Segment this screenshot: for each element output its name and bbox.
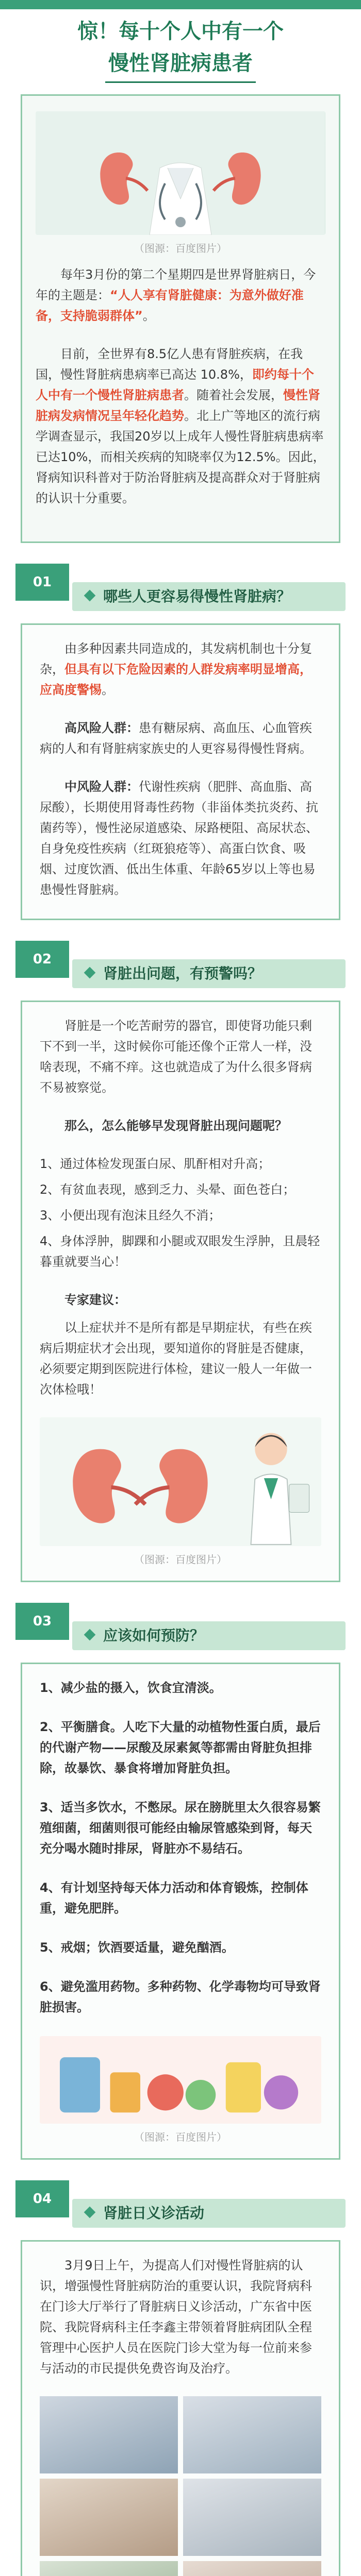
high-risk-paragraph: 高风险人群：患有糖尿病、高血压、心血管疾病的人和有肾脏病家族史的人更容易得慢性肾病。 [40,721,312,756]
event-photo [183,2479,321,2556]
risk-intro-paragraph: 由多种因素共同造成的，其发病机制也十分复杂，但具有以下危险因素的人群发病率明显增高，应高度警惕。 [40,641,312,697]
section-4-header [15,2191,346,2232]
section-1-header [15,574,346,615]
section-number: 04 [15,2180,69,2217]
prevention-item-5: 5、戒烟；饮酒要适量，避免酗酒。 [40,1940,234,1955]
event-photo [183,2396,321,2473]
intro-paragraph-1: 每年3月份的第二个星期四是世界肾脏病日，今年的主题是：“人人享有肾脏健康：为意外做好准备，支持脆弱群体”。 [36,267,316,323]
warning-sign-1: 1、通过体检发现蛋白尿、肌酐相对升高； [40,1157,271,1171]
section-number: 03 [15,1603,69,1640]
event-photo-grid [40,2396,321,2576]
intro-frame [21,94,340,543]
clinic-event-paragraph: 3月9日上午，为提高人们对慢性肾脏病的认识，增强慢性肾脏病防治的重要认识，我院肾病科在门诊大厅举行了肾脏病日义诊活动，广东省中医院、我院肾病科主任李鑫主带领着肾脏病团队全程管理中心医护人员在医院门诊大堂为每一位前来参与活动的市民提供免费咨询及治疗。 [40,2258,312,2376]
early-detection-question: 那么，怎么能够早发现肾脏出现问题呢？ [64,1118,287,1133]
section-1-body [21,623,340,920]
article-headline [0,15,361,83]
mid-risk-paragraph: 中风险人群：代谢性疾病（肥胖、高血脂、高尿酸），长期使用肾毒性药物（非甾体类抗炎药、抗菌药等），慢性泌尿道感染、尿路梗阻、高尿状态、自身免疫性疾病（红斑狼疮等）、高蛋白饮食、吸烟、过度饮酒、低出生体重、年龄65岁以上等也易患慢性肾脏病。 [40,779,318,897]
healthy-food-illustration [40,2036,321,2124]
warning-sign-3: 3、小便出现有泡沫且经久不消； [40,1208,221,1223]
theme-highlight: “人人享有肾脏健康：为意外做好准备，支持脆弱群体” [36,288,304,323]
expert-advice-label: 专家建议： [64,1293,126,1307]
section-4-body [21,2240,340,2576]
section-title: 肾脏日义诊活动 [103,2205,205,2222]
section-title: 哪些人更容易得慢性肾脏病？ [103,588,291,605]
risk-highlight: 但具有以下危险因素的人群发病率明显增高，应高度警惕 [40,662,312,697]
event-photo [183,2561,321,2576]
event-photo [40,2479,178,2556]
event-photo [40,2396,178,2473]
section-number: 01 [15,564,69,601]
event-photo [40,2561,178,2576]
prevention-item-6: 6、避免滥用药物。多种药物、化学毒物均可导致肾脏损害。 [40,1979,321,2014]
prevention-item-4: 4、有计划坚持每天体力活动和体育锻炼，控制体重，避免肥胖。 [40,1880,308,1916]
image-caption: （图源：百度图片） [134,1553,227,1566]
image-caption: （图源：百度图片） [134,2131,227,2143]
section-number: 02 [15,941,69,978]
warning-sign-4: 4、身体浮肿，脚踝和小腿或双眼发生浮肿，且晨轻暮重就要当心！ [40,1234,320,1269]
section-3-header [15,1614,346,1654]
section-3-body [21,1663,340,2160]
doctor-kidneys-svg [40,1417,321,1546]
section-2-header [15,952,346,992]
image-caption: （图源：百度图片） [134,242,227,255]
prevention-item-1: 1、减少盐的摄入，饮食宜清淡。 [40,1681,222,1695]
section-title: 肾脏出问题，有预警吗？ [103,965,262,982]
prevention-item-2: 2、平衡膳食。人吃下大量的动植物性蛋白质，最后的代谢产物——尿酸及尿素氮等都需由肾脏负担排除，故暴饮、暴食将增加肾脏负担。 [40,1720,321,1775]
warning-sign-2: 2、有贫血表现，感到乏力、头晕、面色苍白； [40,1182,296,1197]
warning-intro-paragraph: 肾脏是一个吃苦耐劳的器官，即使肾功能只剩下不到一半，这时候你可能还像个正常人一样，没啥表现，不痛不痒。这也就造成了为什么很多肾病不易被察觉。 [40,1019,312,1095]
doctor-kidney-svg [36,111,325,235]
top-color-band [0,0,361,9]
doctor-kidneys-cartoon [40,1417,321,1546]
headline-line-2: 慢性肾脏病患者 [105,47,256,83]
prevention-item-3: 3、适当多饮水，不憋尿。尿在膀胱里太久很容易繁殖细菌，细菌则很可能经由输尿管感染到肾，每天充分喝水随时排尿，肾脏亦不易结石。 [40,1800,321,1856]
prevalence-highlight: 即约每十个人中有一个慢性肾脏病患者 [36,367,314,402]
healthy-food-svg [40,2036,321,2124]
mid-risk-label: 中风险人群： [64,779,139,794]
doctor-kidney-illustration [36,111,325,235]
intro-paragraph-2: 目前，全世界有8.5亿人患有肾脏疾病，在我国，慢性肾脏病患病率已高达 10.8%，即约每十个人中有一个慢性肾脏病患者。随着社会发展，慢性肾脏病发病情况呈年轻化趋势。北上广等地区的流行病学调查显示，我国20岁以上成年人慢性肾脏病患病率已达10%，而相关疾病的知晓率仅为12.5%。因此，肾病知识科普对于防治肾脏病及提高群众对于肾脏病的认识十分重要。 [36,347,325,505]
expert-advice-text: 以上症状并不是所有都是早期症状，有些在疾病后期症状才会出现，要知道你的肾脏是否健康，必须要定期到医院进行体检，建议一般人一年做一次体检哦！ [40,1320,312,1397]
high-risk-label: 高风险人群： [64,721,139,735]
headline-line-1: 惊！每十个人中有一个 [77,20,284,43]
section-2-body [21,1001,340,1582]
section-title: 应该如何预防？ [103,1627,205,1644]
trend-highlight: 慢性肾脏病发病情况呈年轻化趋势 [36,388,320,423]
